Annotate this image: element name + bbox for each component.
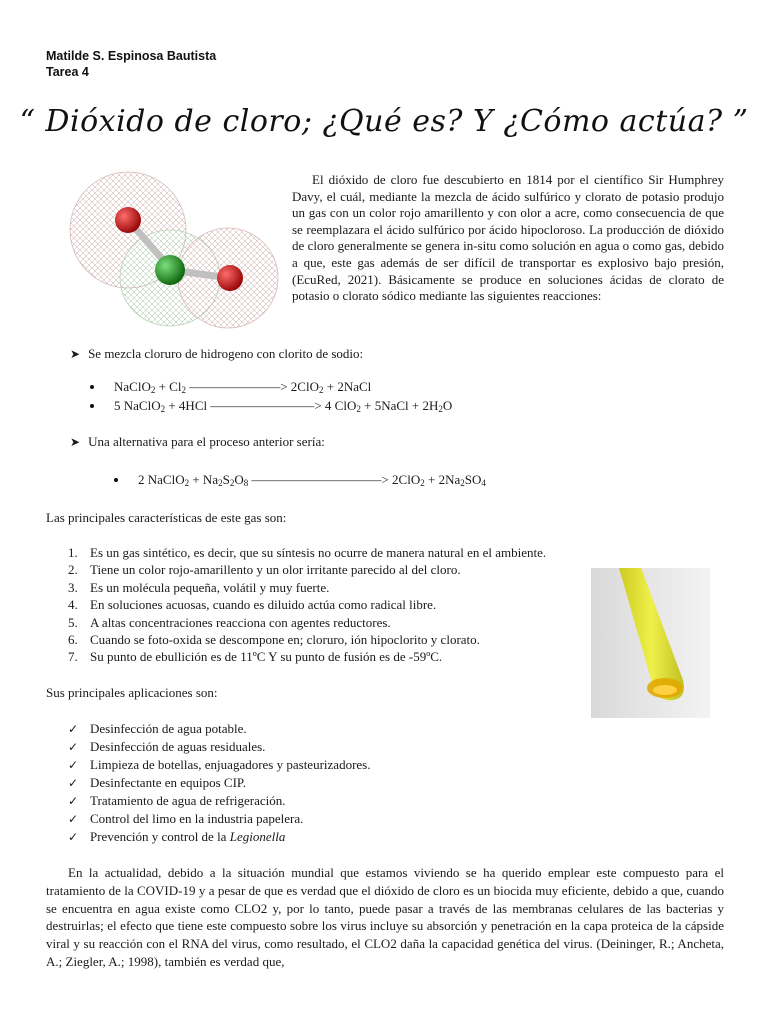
list-item: ✓ Desinfección de agua potable. bbox=[68, 721, 247, 736]
equation-2 bbox=[90, 398, 452, 414]
checkmark-icon: ✓ bbox=[68, 830, 79, 844]
equation-1-text: NaClO$_2$ + $Cl_2$ ———————> 2ClO$_2$ + 2NaCl bbox=[114, 379, 372, 395]
checkmark-icon: ✓ bbox=[68, 722, 79, 736]
checkmark-icon: ✓ bbox=[68, 758, 79, 772]
author-name: Matilde S. Espinosa Bautista bbox=[46, 49, 217, 63]
list-item: ✓ Prevención y control de la Legionella bbox=[68, 829, 286, 844]
list-item: 4. En soluciones acuosas, cuando es diluido actúa como radical libre. bbox=[68, 597, 437, 613]
step-one bbox=[70, 346, 363, 362]
characteristics-list bbox=[68, 544, 546, 666]
bullet-icon bbox=[114, 478, 118, 482]
test-tube-photo bbox=[591, 568, 710, 718]
closing-text: En la actualidad, debido a la situación mundial que estamos viviendo se ha querido emplear este compuesto para el tratamiento de la COVID-19 y a pesar de que es verdad que el dióxido de cloro es un biocida muy eficiente, debido a que, cuando se encuentra en agua existe como CLO2 y, por lo tanto, puede pasar a través de las membranas celulares de las bacterias y destruirlas; el efecto que tiene este compuesto sobre los virus incluye su absorción y penetración en la capa proteica de la cápside viral y su reacción con el RNA del virus, como resultado, el CLO2 daña la capacidad genética del virus. (Deininger, R.; Ancheta, A.; Ziegler, A.; 1998), también es verdad que, bbox=[46, 865, 724, 969]
bullet-icon bbox=[90, 404, 94, 408]
checkmark-icon: ✓ bbox=[68, 740, 79, 754]
chlorine-dioxide-molecule-image bbox=[62, 160, 284, 340]
step-one-text: Se mezcla cloruro de hidrogeno con clorito de sodio: bbox=[88, 346, 364, 361]
list-item: 3. Es un molécula pequeña, volátil y muy fuerte. bbox=[68, 579, 330, 595]
list-item: ✓ Desinfectante en equipos CIP. bbox=[68, 775, 246, 790]
intro-text: El dióxido de cloro fue descubierto en 1814 por el científico Sir Humphrey Davy, el cuál, mediante la mezcla de ácido sulfúrico y clorato de potasio produjo un gas con un color rojo amarillento y con olor a acre, como consecuencia de que se reemplazara el ácido sulfúrico por ácido hipocloroso. La producción de dióxido de cloro generalmente se genera in-situ como solución en agua o como gas, debido a que, este gas además de ser difícil de transportar es explosivo bajo presión, (EcuRed, 2021). Básicamente se produce en soluciones ácidas de clorato de potasio o clorato sódico mediante las siguientes reacciones: bbox=[292, 172, 724, 304]
checkmark-icon: ✓ bbox=[68, 794, 79, 808]
list-item: 1. Es un gas sintético, es decir, que su síntesis no ocurre de manera natural en el ambiente. bbox=[68, 545, 547, 560]
list-item: ✓ Tratamiento de agua de refrigeración. bbox=[68, 793, 286, 808]
document-header bbox=[46, 48, 216, 80]
list-item: 6. Cuando se foto-oxida se descompone en; cloruro, ión hipoclorito y clorato. bbox=[68, 632, 480, 648]
step-two bbox=[70, 434, 325, 450]
list-item: ✓ Desinfección de aguas residuales. bbox=[68, 739, 266, 754]
equation-3-text: 2 NaClO$_2$ + $Na_2S_2O_8$ ——————————> $2ClO_2 + 2Na_2SO_4$ bbox=[138, 472, 486, 488]
step-two-text: Una alternativa para el proceso anterior sería: bbox=[88, 434, 325, 449]
equation-3 bbox=[114, 472, 486, 488]
applications-list bbox=[68, 720, 370, 846]
list-item: 5. A altas concentraciones reacciona con agentes reductores. bbox=[68, 614, 391, 630]
equation-1 bbox=[90, 379, 371, 395]
page-title: “ Dióxido de cloro; ¿Qué es? Y ¿Cómo actúa? ” bbox=[19, 104, 749, 139]
list-item: ✓ Control del limo en la industria papelera. bbox=[68, 811, 304, 826]
list-item: 7. Su punto de ebullición es de 11ºC Y su punto de fusión es de -59ºC. bbox=[68, 649, 443, 665]
list-item: 2. Tiene un color rojo-amarillento y un olor irritante parecido al del cloro. bbox=[68, 562, 461, 578]
arrow-bullet-icon: ➤ bbox=[70, 346, 81, 361]
intro-paragraph bbox=[292, 172, 724, 305]
checkmark-icon: ✓ bbox=[68, 812, 79, 826]
bullet-icon bbox=[90, 385, 94, 389]
checkmark-icon: ✓ bbox=[68, 776, 79, 790]
equation-2-text: 5 NaClO$_2$ + 4HCl ————————> 4 ClO$_2$ + 5NaCl + $2H_2O$ bbox=[114, 398, 453, 414]
characteristics-heading: Las principales características de este gas son: bbox=[46, 510, 287, 525]
applications-heading: Sus principales aplicaciones son: bbox=[46, 685, 218, 700]
closing-paragraph bbox=[46, 864, 724, 971]
list-item: ✓ Limpieza de botellas, enjuagadores y pasteurizadores. bbox=[68, 757, 371, 772]
arrow-bullet-icon: ➤ bbox=[70, 434, 81, 449]
task-label: Tarea 4 bbox=[46, 65, 89, 79]
